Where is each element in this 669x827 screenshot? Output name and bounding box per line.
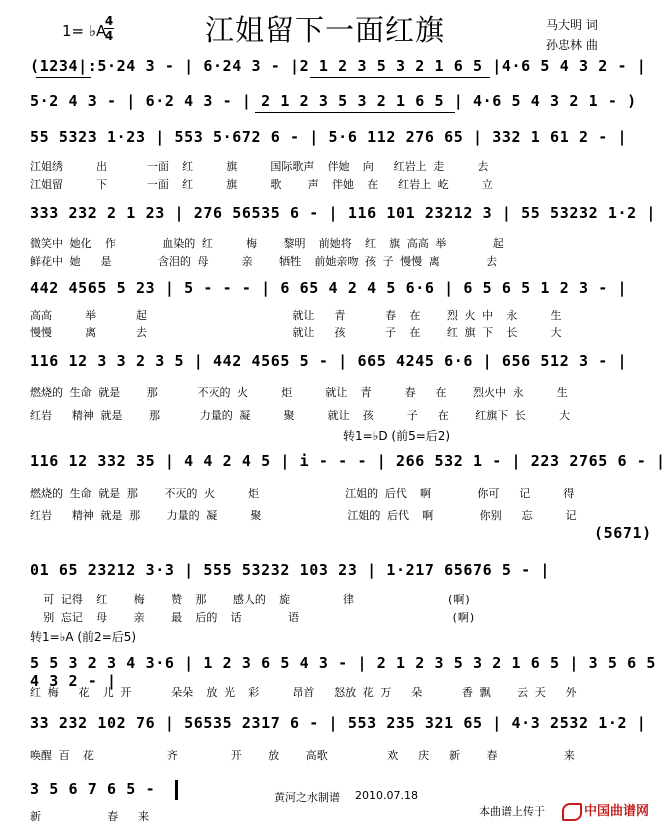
notation-line-3: 55 5323 1·23 | 553 5·672 6 - | 5·6 112 276 65 | 332 1 61 2 - | [30, 128, 628, 146]
modulation-mark: 转1=♭A (前2=后5) [30, 630, 137, 644]
lyrics-verse-2: 慢慢 离 去 就让 孩 子 在 红 旗 下 长 大 [30, 326, 562, 339]
notation-line-11: 3 5 6 7 6 5 - [30, 780, 156, 798]
date-label: 2010.07.18 [355, 789, 418, 802]
time-signature-top: 4 [104, 14, 114, 28]
lyrics-line: 唤醒 百 花 齐 开 放 高歌 欢 庆 新 春 来 [30, 749, 575, 762]
lyrics-verse-2: 红岩 精神 就是 那 力量的 凝 聚 就让 孩 子 在 红旗下 长 大 [30, 409, 571, 422]
notation-line-7: 116 12 332 35 | 4 4 2 4 5 | i - - - | 266 532 1 - | 223 2765 6 - | [30, 452, 666, 470]
notation-line-2: 5·2 4 3 - | 6·2 4 3 - | 2 1 2 3 5 3 2 1 6 5 | 4·6 5 4 3 2 1 - ) [30, 92, 637, 110]
song-title: 江姐留下一面红旗 [205, 13, 446, 47]
time-signature-bottom: 4 [104, 29, 114, 43]
upload-label: 本曲谱上传于 [479, 805, 545, 818]
logo-icon [562, 803, 582, 821]
modulation-mark: 转1=♭D (前5=后2) [343, 429, 451, 443]
time-signature [104, 15, 114, 42]
lyrics-line: 红 梅 花 儿 开 朵朵 放 光 彩 昂首 怒放 花 万 朵 香 飘 云 天 外 [30, 686, 577, 699]
lyrics-verse-1: 江姐绣 出 一面 红 旗 国际歌声 伴她 向 红岩上 走 去 [30, 160, 489, 173]
notation-line-6: 116 12 3 3 2 3 5 | 442 4565 5 - | 665 4245 6·6 | 656 512 3 - | [30, 352, 628, 370]
site-logo: 中国曲谱网 [562, 800, 649, 821]
lyrics-verse-1: 燃烧的 生命 就是 那 不灭的 火 炬 就让 青 春 在 烈火中 永 生 [30, 386, 568, 399]
notation-line-9: 5 5 3 2 3 4 3·6 | 1 2 3 6 5 4 3 - | 2 1 2 3 5 3 2 1 6 5 | 3 5 6 5 4 3 2 - | [30, 654, 656, 690]
key-signature: 1= ♭A [62, 22, 107, 40]
notation-pickup: (5671) [594, 524, 652, 542]
lyrics-verse-1: 可 记得 红 梅 赞 那 感人的 旋 律 (啊) [30, 593, 472, 606]
composer-credit: 孙忠林 曲 [546, 38, 598, 52]
notation-line-1: (1234|:5·24 3 - | 6·24 3 - |2 1 2 3 5 3 2 1 6 5 |4·6 5 4 3 2 - | [30, 57, 647, 75]
final-barline [175, 780, 178, 800]
lyrics-verse-2: 鲜花中 她 是 含泪的 母 亲 牺牲 前她亲吻 孩 子 慢慢 离 去 [30, 255, 498, 268]
lyricist-credit: 马大明 词 [546, 18, 598, 32]
lyrics-verse-2: 江姐留 下 一面 红 旗 歌 声 伴她 在 红岩上 屹 立 [30, 178, 493, 191]
notation-line-10: 33 232 102 76 | 56535 2317 6 - | 553 235 321 65 | 4·3 2532 1·2 | [30, 714, 647, 732]
beam-line [255, 112, 455, 113]
lyrics-verse-1: 微笑中 她化 作 血染的 红 梅 黎明 前她将 红 旗 高高 举 起 [30, 237, 504, 250]
lyrics-line: 新 春 来 [30, 810, 150, 823]
notation-line-8: 01 65 23212 3·3 | 555 53232 103 23 | 1·217 65676 5 - | [30, 561, 551, 579]
lyrics-verse-1: 燃烧的 生命 就是 那 不灭的 火 炬 江姐的 后代 啊 你可 记 得 [30, 487, 575, 500]
lyrics-verse-1: 高高 举 起 就让 青 春 在 烈 火 中 永 生 [30, 309, 562, 322]
notation-line-5: 442 4565 5 23 | 5 - - - | 6 65 4 2 4 5 6·6 | 6 5 6 5 1 2 3 - | [30, 279, 628, 297]
maker-credit: 黄河之水制谱 [274, 791, 340, 804]
beam-line [310, 77, 490, 78]
lyrics-verse-2: 别 忘记 母 亲 最 后的 话 语 (啊) [30, 611, 476, 624]
notation-line-4: 333 232 2 1 23 | 276 56535 6 - | 116 101 23212 3 | 55 53232 1·2 | [30, 204, 656, 222]
lyrics-verse-2: 红岩 精神 就是 那 力量的 凝 聚 江姐的 后代 啊 你别 忘 记 [30, 509, 577, 522]
beam-line [36, 77, 91, 78]
